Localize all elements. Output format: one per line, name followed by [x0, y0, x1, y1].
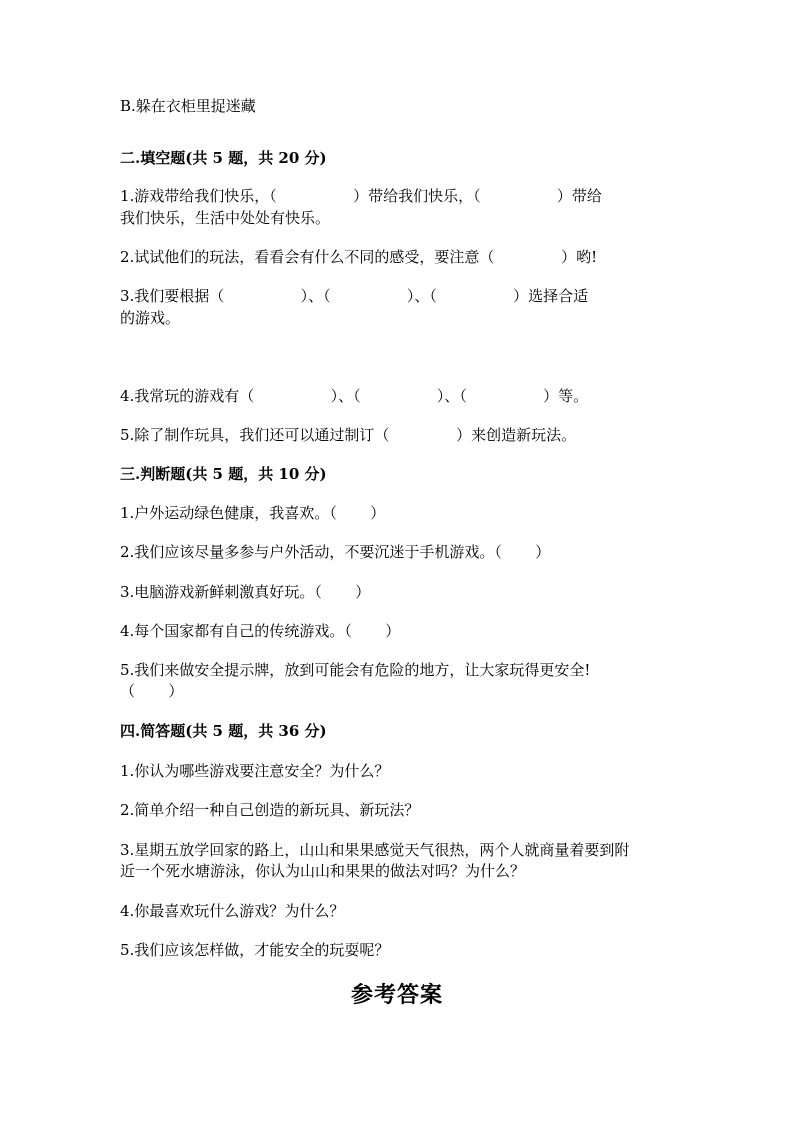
true-false-q1: 1.户外运动绿色健康，我喜欢。（ ）	[120, 504, 386, 522]
answer-key-title: 参考答案	[350, 982, 443, 1008]
option-b: B.躲在衣柜里捉迷藏	[120, 97, 256, 115]
section-fill-blank-heading: 二.填空题(共 5 题，共 20 分)	[120, 149, 327, 167]
true-false-q5-line2: （ ）	[120, 682, 184, 700]
fill-blank-q1-line2: 我们快乐，生活中处处有快乐。	[120, 209, 331, 227]
fill-blank-q5: 5.除了制作玩具，我们还可以通过制订（ ）来创造新玩法。	[120, 426, 577, 444]
fill-blank-q3-line2: 的游戏。	[120, 309, 181, 327]
true-false-q4: 4.每个国家都有自己的传统游戏。（ ）	[120, 622, 401, 640]
short-answer-q3-line2: 近一个死水塘游泳，你认为山山和果果的做法对吗？为什么？	[120, 862, 526, 880]
fill-blank-q3-line1: 3.我们要根据（ ）、（ ）、（ ）选择合适	[120, 287, 589, 305]
fill-blank-q2: 2.试试他们的玩法，看看会有什么不同的感受，要注意（ ）哟!	[120, 248, 598, 266]
short-answer-q2: 2.简单介绍一种自己创造的新玩具、新玩法？	[120, 801, 420, 819]
true-false-q5-line1: 5.我们来做安全提示牌，放到可能会有危险的地方，让大家玩得更安全!	[120, 661, 591, 679]
true-false-q3: 3.电脑游戏新鲜刺激真好玩。（ ）	[120, 583, 371, 601]
short-answer-q1: 1.你认为哪些游戏要注意安全？为什么？	[120, 762, 390, 780]
true-false-q2: 2.我们应该尽量多参与户外活动，不要沉迷于手机游戏。（ ）	[120, 543, 551, 561]
short-answer-q4: 4.你最喜欢玩什么游戏？为什么？	[120, 902, 345, 920]
fill-blank-q4: 4.我常玩的游戏有（ ）、（ ）、（ ）等。	[120, 387, 589, 405]
short-answer-q3-line1: 3.星期五放学回家的路上，山山和果果感觉天气很热，两个人就商量着要到附	[120, 841, 630, 859]
fill-blank-q1-line1: 1.游戏带给我们快乐，（ ）带给我们快乐，（ ）带给	[120, 187, 602, 205]
section-short-answer-heading: 四.简答题(共 5 题，共 36 分)	[120, 722, 327, 740]
section-true-false-heading: 三.判断题(共 5 题，共 10 分)	[120, 465, 327, 483]
short-answer-q5: 5.我们应该怎样做，才能安全的玩耍呢？	[120, 941, 390, 959]
